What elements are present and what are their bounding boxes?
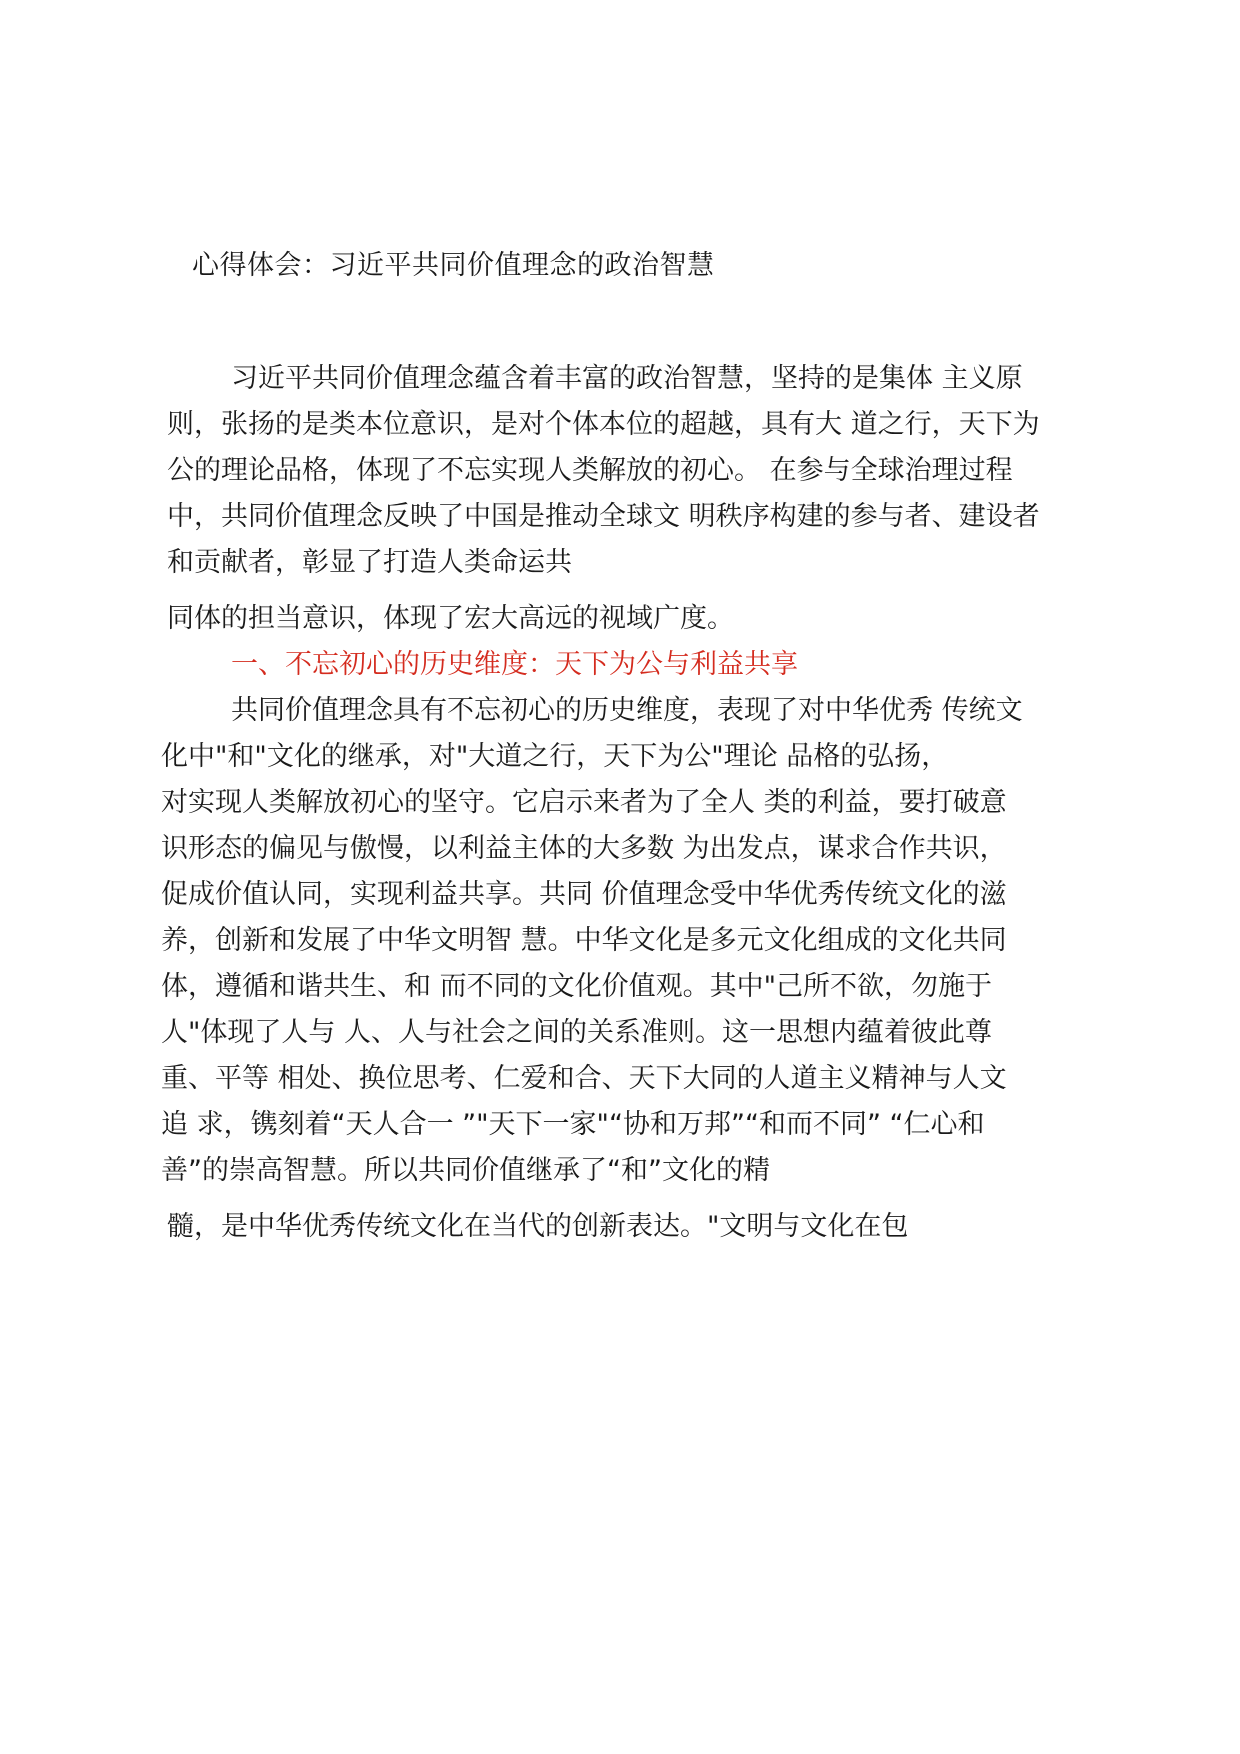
paragraph-1-line-1: 习近平共同价值理念蕴含着丰富的政治智慧，坚持的是集体 主义原 bbox=[231, 363, 1023, 394]
paragraph-1-line-3: 公的理论品格，体现了不忘实现人类解放的初心。 在参与全球治理过程 bbox=[167, 455, 1013, 486]
document-title: 心得体会：习近平共同价值理念的政治智慧 bbox=[192, 250, 715, 281]
paragraph-3-line-3: 对实现人类解放初心的坚守。它启示来者为了全人 类的利益，要打破意 bbox=[161, 787, 1007, 818]
section-heading: 一、不忘初心的历史维度：天下为公与利益共享 bbox=[231, 649, 798, 680]
paragraph-3-line-11: 善”的崇高智慧。所以共同价值继承了“和”文化的精 bbox=[161, 1155, 770, 1186]
paragraph-3-line-9: 重、平等 相处、换位思考、仁爱和合、天下大同的人道主义精神与人文 bbox=[161, 1063, 1007, 1094]
paragraph-2-line-1: 同体的担当意识，体现了宏大高远的视域广度。 bbox=[167, 603, 734, 634]
paragraph-1-line-5: 和贡献者，彰显了打造人类命运共 bbox=[167, 547, 572, 578]
paragraph-1-line-4: 中，共同价值理念反映了中国是推动全球文 明秩序构建的参与者、建设者 bbox=[167, 501, 1040, 532]
paragraph-3-line-1: 共同价值理念具有不忘初心的历史维度，表现了对中华优秀 传统文 bbox=[231, 695, 1023, 726]
paragraph-3-line-6: 养，创新和发展了中华文明智 慧。中华文化是多元文化组成的文化共同 bbox=[161, 925, 1007, 956]
paragraph-3-line-7: 体，遵循和谐共生、和 而不同的文化价值观。其中"己所不欲，勿施于 bbox=[161, 971, 993, 1002]
paragraph-3-line-8: 人"体现了人与 人、人与社会之间的关系准则。这一思想内蕴着彼此尊 bbox=[161, 1017, 993, 1048]
paragraph-4-line-1: 髓，是中华优秀传统文化在当代的创新表达。"文明与文化在包 bbox=[167, 1211, 909, 1242]
paragraph-3-line-2: 化中"和"文化的继承，对"大道之行，天下为公"理论 品格的弘扬， bbox=[161, 741, 949, 772]
paragraph-3-line-5: 促成价值认同，实现利益共享。共同 价值理念受中华优秀传统文化的滋 bbox=[161, 879, 1007, 910]
paragraph-3-line-10: 追 求，镌刻着“天人合一 ”"天下一家"“协和万邦”“和而不同” “仁心和 bbox=[161, 1109, 985, 1140]
paragraph-3-line-4: 识形态的偏见与傲慢，以利益主体的大多数 为出发点，谋求合作共识， bbox=[161, 833, 1007, 864]
paragraph-1-line-2: 则，张扬的是类本位意识，是对个体本位的超越，具有大 道之行，天下为 bbox=[167, 409, 1040, 440]
